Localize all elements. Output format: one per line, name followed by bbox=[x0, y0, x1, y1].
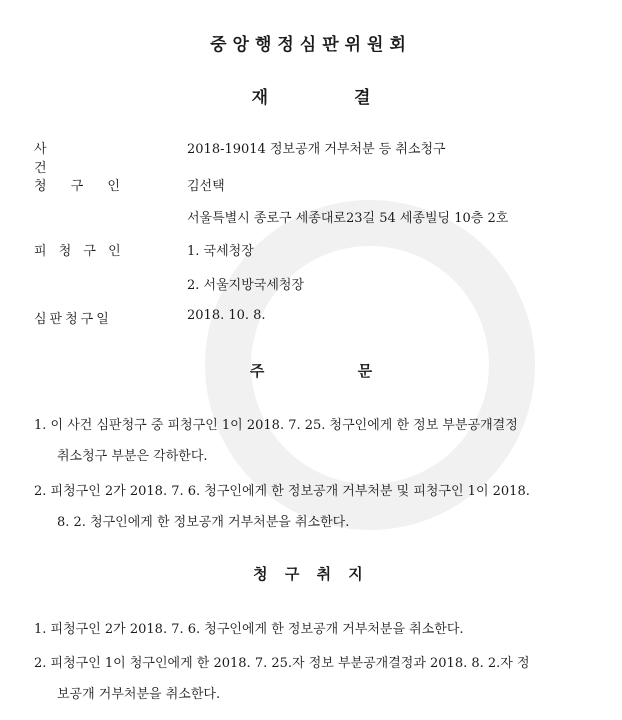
respondent-item-1: 1. 국세청장 bbox=[187, 244, 254, 259]
document-title: 재 결 bbox=[251, 88, 411, 108]
claim-purpose-item-1: 1. 피청구인 2가 2018. 7. 6. 청구인에게 한 정보공개 거부처분을 취소한다. bbox=[34, 622, 464, 637]
case-label-text: 사 건 bbox=[34, 142, 99, 176]
claimant-label bbox=[34, 175, 130, 194]
filing-date-label-text: 심판청구일 bbox=[34, 312, 112, 327]
claim-purpose-item-2-line2: 보공개 거부처분을 취소한다. bbox=[57, 687, 221, 702]
ruling-item-2-line1: 2. 피청구인 2가 2018. 7. 6. 청구인에게 한 정보공개 거부처분 및 피청구인 1이 2018. bbox=[34, 484, 530, 499]
ruling-heading: 주 문 bbox=[249, 362, 417, 380]
case-value: 2018-19014 정보공개 거부처분 등 취소청구 bbox=[187, 142, 446, 157]
respondent-item-2: 2. 서울지방국세청장 bbox=[187, 278, 304, 293]
respondent-label-text: 피 청 구 인 bbox=[34, 244, 125, 259]
respondent-label bbox=[34, 240, 130, 259]
filing-date-label bbox=[34, 308, 130, 327]
ruling-item-1-line1: 1. 이 사건 심판청구 중 피청구인 1이 2018. 7. 25. 청구인에게 한 정보 부분공개결정 bbox=[34, 418, 518, 433]
claim-purpose-item-2-line1: 2. 피청구인 1이 청구인에게 한 2018. 7. 25.자 정보 부분공개결정과 2018. 8. 2.자 정 bbox=[34, 656, 530, 671]
claim-purpose-heading: 청 구 취 지 bbox=[253, 565, 369, 583]
ruling-item-2-line2: 8. 2. 청구인에게 한 정보공개 거부처분을 취소한다. bbox=[57, 515, 350, 530]
claimant-name: 김선택 bbox=[187, 179, 225, 194]
claimant-address: 서울특별시 종로구 세종대로23길 54 세종빌딩 10층 2호 bbox=[187, 211, 509, 226]
organization-name: 중앙행정심판위원회 bbox=[210, 35, 412, 55]
ruling-item-1-line2: 취소청구 부분은 각하한다. bbox=[57, 449, 208, 464]
filing-date-value: 2018. 10. 8. bbox=[187, 308, 266, 323]
case-label bbox=[34, 138, 130, 176]
claimant-label-text: 청 구 인 bbox=[34, 179, 130, 194]
